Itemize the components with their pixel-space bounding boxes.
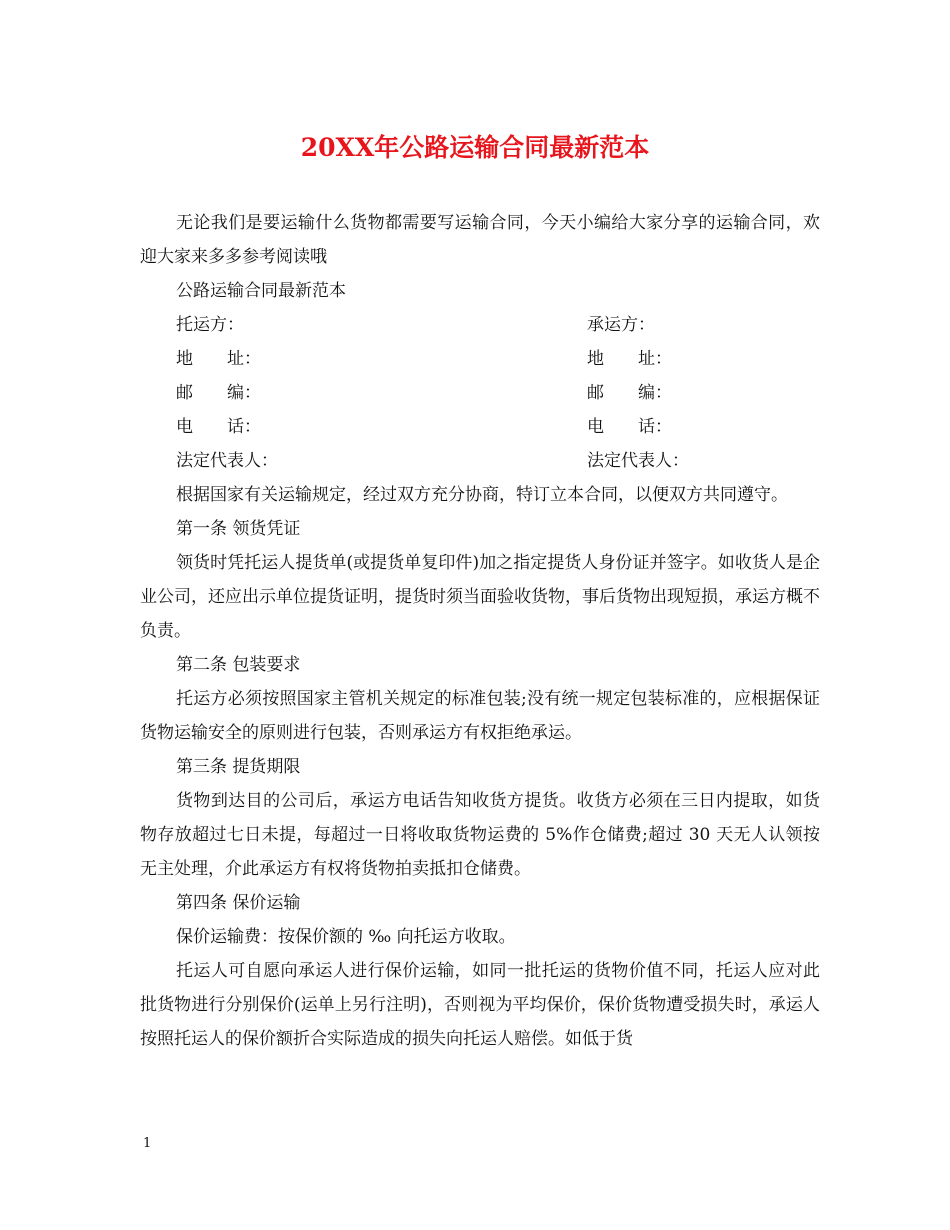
consignor-representative-label: 法定代表人：	[176, 451, 278, 471]
carrier-label: 承运方：	[587, 315, 655, 335]
consignor-address-label: 地 址：	[176, 349, 261, 369]
article-1-text: 领货时凭托运人提货单(或提货单复印件)加之指定提货人身份证并签字。如收货人是企业公司，还应出示单位提货证明，提货时须当面验收货物，事后货物出现短损，承运方概不负责。	[140, 553, 820, 641]
carrier-address-label: 地 址：	[587, 349, 672, 369]
consignor-postcode-label: 邮 编：	[176, 383, 261, 403]
carrier-postcode-label: 邮 编：	[587, 383, 672, 403]
party-row	[140, 410, 820, 444]
article-3-text: 货物到达目的公司后，承运方电话告知收货方提货。收货方必须在三日内提取，如货物存放超过七日未提，每超过一日将收取货物运费的 5%作仓储费;超过 30 天无人认领按无主处理，介此承运方有权将货物拍卖抵扣仓储费。	[140, 791, 820, 879]
document-body	[140, 206, 820, 1056]
party-row	[140, 342, 820, 376]
article-4-heading: 第四条 保价运输	[176, 893, 301, 913]
article-4-text: 托运人可自愿向承运人进行保价运输，如同一批托运的货物价值不同，托运人应对此批货物进行分别保价(运单上另行注明)，否则视为平均保价，保价货物遭受损失时，承运人按照托运人的保价额折合实际造成的损失向托运人赔偿。如低于货	[140, 961, 820, 1049]
carrier-representative-label: 法定代表人：	[587, 451, 689, 471]
consignor-label: 托运方：	[176, 315, 244, 335]
party-row	[140, 376, 820, 410]
contract-subtitle: 公路运输合同最新范本	[176, 281, 346, 301]
article-2-text: 托运方必须按照国家主管机关规定的标准包装;没有统一规定包装标准的，应根据保证货物运输安全的原则进行包装，否则承运方有权拒绝承运。	[140, 689, 820, 743]
article-1-heading: 第一条 领货凭证	[176, 519, 301, 539]
consignor-phone-label: 电 话：	[176, 417, 261, 437]
page-number: 1	[143, 1136, 152, 1151]
article-3-heading: 第三条 提货期限	[176, 757, 301, 777]
party-row	[140, 444, 820, 478]
intro-paragraph: 无论我们是要运输什么货物都需要写运输合同，今天小编给大家分享的运输合同，欢迎大家来多多参考阅读哦	[140, 213, 820, 267]
article-2-heading: 第二条 包装要求	[176, 655, 301, 675]
document-title: 20XX年公路运输合同最新范本	[300, 133, 650, 162]
preamble-paragraph: 根据国家有关运输规定，经过双方充分协商，特订立本合同，以便双方共同遵守。	[176, 485, 788, 505]
carrier-phone-label: 电 话：	[587, 417, 672, 437]
article-4-fee: 保价运输费：按保价额的 ‰ 向托运方收取。	[176, 927, 516, 947]
party-row	[140, 308, 820, 342]
